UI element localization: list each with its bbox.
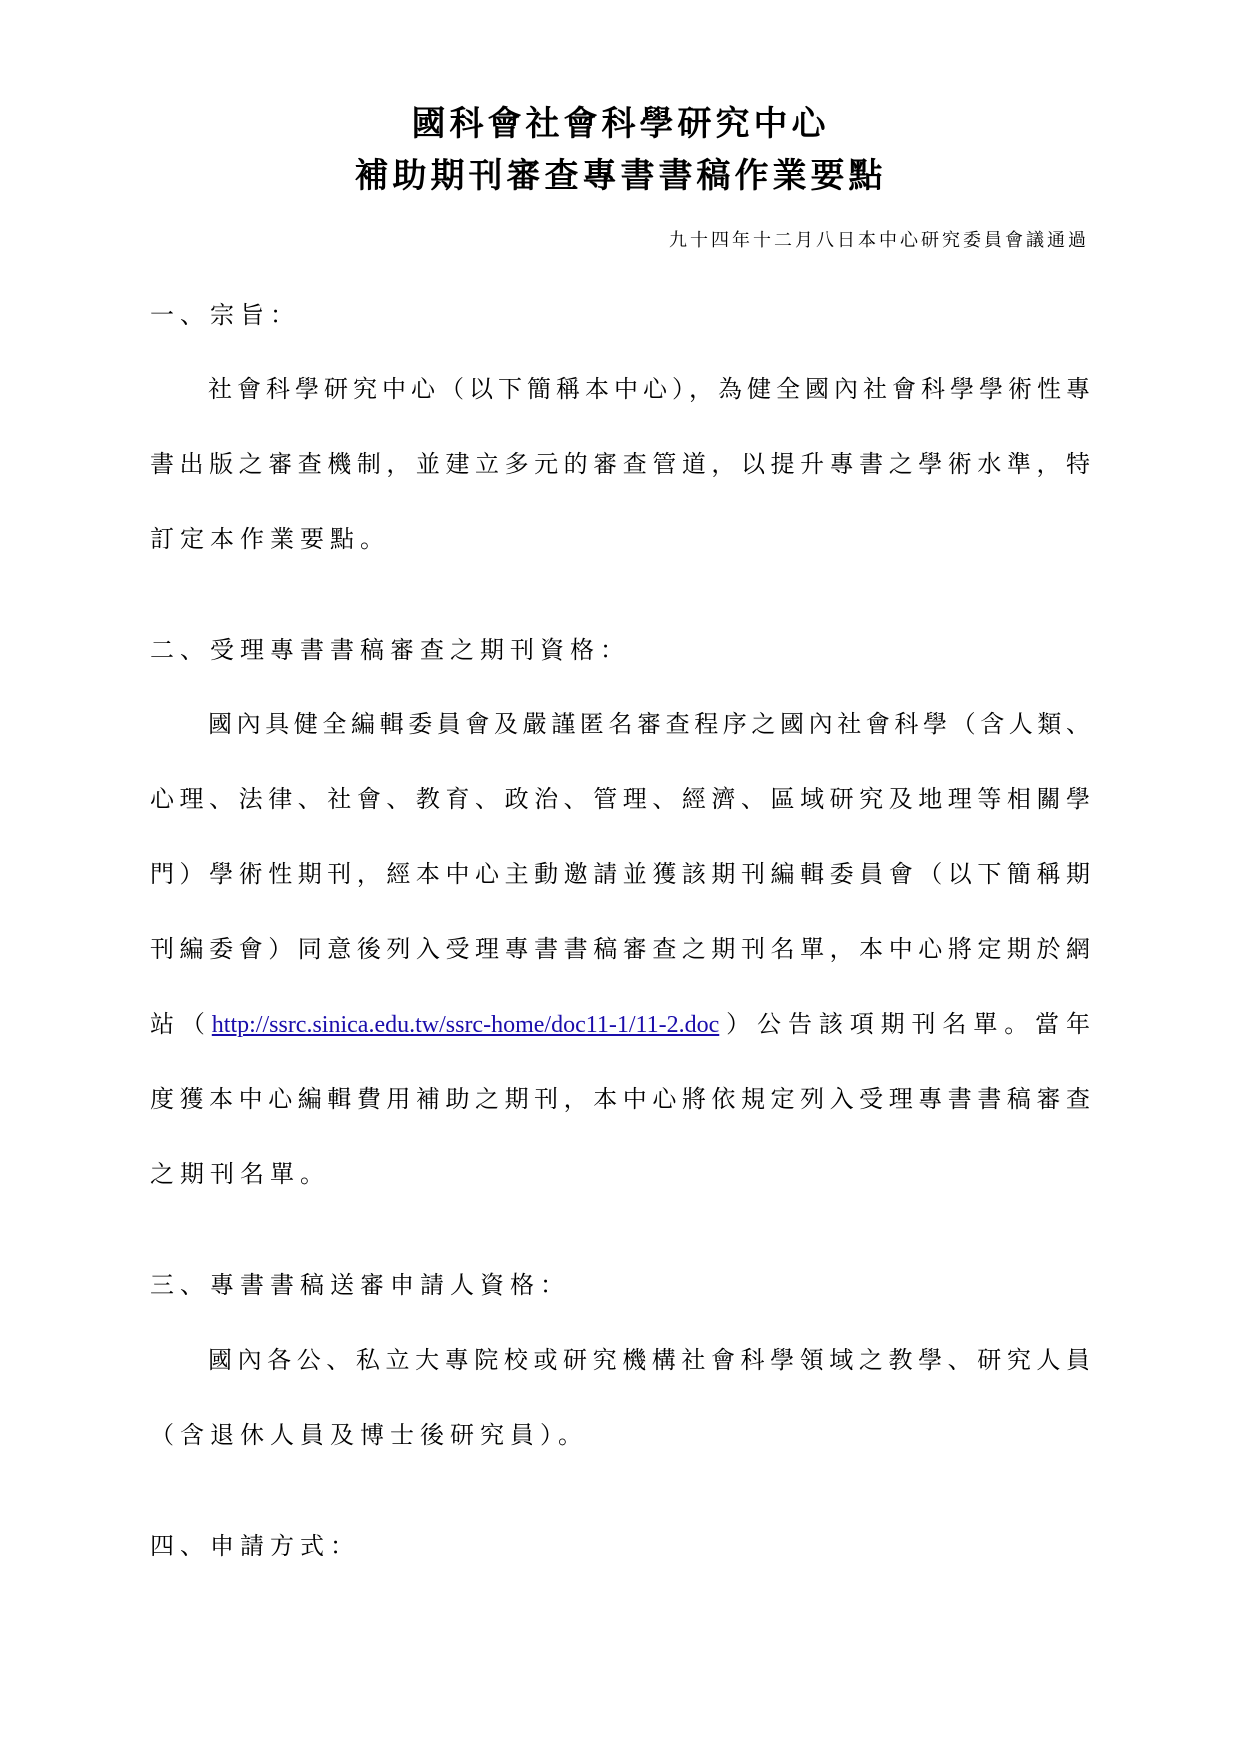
journal-list-link[interactable]: http://ssrc.sinica.edu.tw/ssrc-home/doc11-1/11-2.doc bbox=[211, 1012, 720, 1038]
paragraph-line: （含退休人員及博士後研究員）。 bbox=[150, 1421, 588, 1449]
paragraph-line: 社會科學研究中心（以下簡稱本中心），為健全國內社會科學學術性專 bbox=[208, 375, 1090, 403]
section-heading-application-method: 四、申請方式： bbox=[150, 1532, 360, 1560]
paragraph-line: 訂定本作業要點。 bbox=[150, 525, 390, 553]
paragraph-line: 書出版之審查機制，並建立多元的審查管道，以提升專書之學術水準，特 bbox=[150, 450, 1090, 478]
paragraph-line-with-link bbox=[150, 1012, 1090, 1037]
paragraph-line: 國內具健全編輯委員會及嚴謹匿名審查程序之國內社會科學（含人類、 bbox=[208, 710, 1090, 738]
link-suffix: ）公告該項期刊名單。當年 bbox=[719, 1010, 1091, 1038]
paragraph-line: 心理、法律、社會、教育、政治、管理、經濟、區域研究及地理等相關學 bbox=[150, 785, 1090, 813]
document-title-line-1: 國科會社會科學研究中心 bbox=[411, 104, 830, 144]
paragraph-line: 度獲本中心編輯費用補助之期刊，本中心將依規定列入受理專書書稿審查 bbox=[150, 1085, 1090, 1113]
paragraph-line: 之期刊名單。 bbox=[150, 1160, 330, 1188]
paragraph-line: 刊編委會）同意後列入受理專書書稿審查之期刊名單，本中心將定期於網 bbox=[150, 935, 1090, 963]
section-heading-journal-eligibility: 二、受理專書書稿審查之期刊資格： bbox=[150, 636, 630, 664]
section-heading-purpose: 一、宗旨： bbox=[150, 301, 300, 329]
link-prefix: 站（ bbox=[150, 1010, 212, 1038]
approval-note: 九十四年十二月八日本中心研究委員會議通過 bbox=[669, 230, 1089, 251]
section-heading-applicant-eligibility: 三、專書書稿送審申請人資格： bbox=[150, 1271, 570, 1299]
document-title-line-2: 補助期刊審查專書書稿作業要點 bbox=[354, 156, 887, 196]
paragraph-line: 門）學術性期刊，經本中心主動邀請並獲該期刊編輯委員會（以下簡稱期 bbox=[150, 860, 1090, 888]
paragraph-line: 國內各公、私立大專院校或研究機構社會科學領域之教學、研究人員 bbox=[208, 1346, 1090, 1374]
